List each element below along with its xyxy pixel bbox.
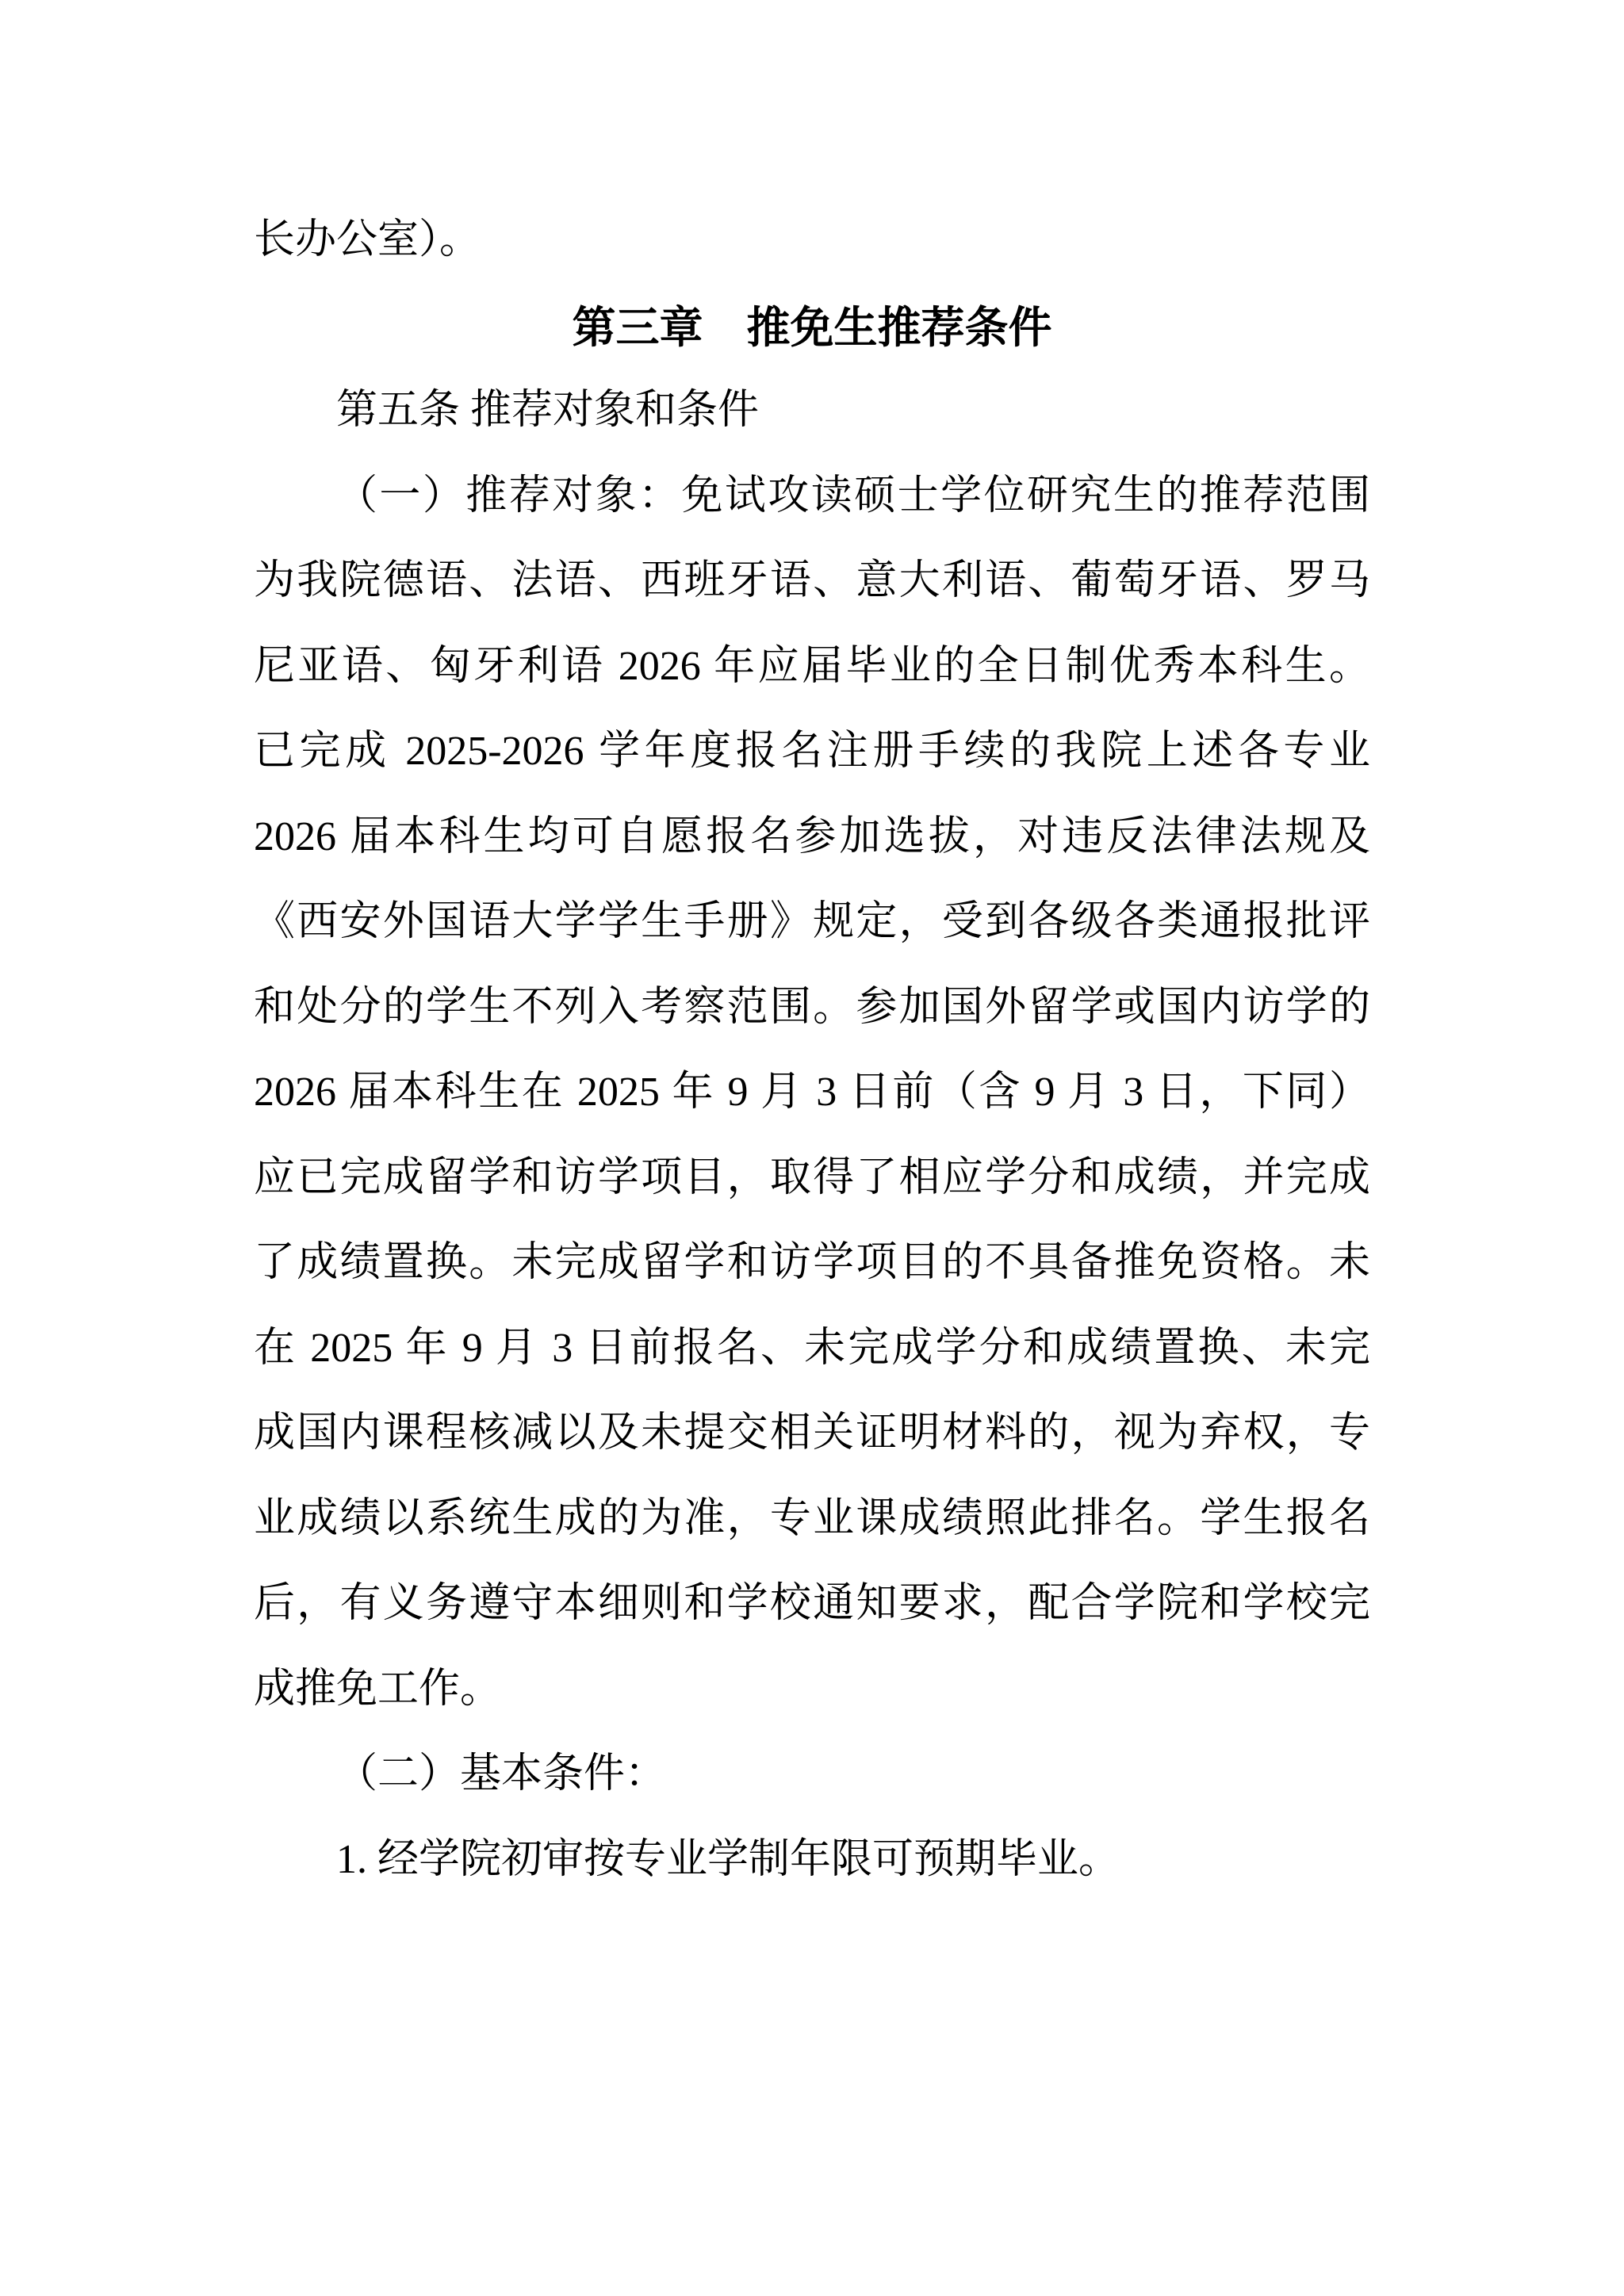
article-heading: 第五条 推荐对象和条件: [336, 388, 760, 433]
chapter-heading: 第三章 推免生推荐条件: [572, 302, 1052, 352]
paragraph-line: 后，有义务遵守本细则和学校通知要求，配合学院和学校完: [254, 1581, 1370, 1626]
paragraph-line: 成推免工作。: [254, 1666, 502, 1712]
document-body: [254, 214, 1370, 1919]
paragraph-line: 业成绩以系统生成的为准，专业课成绩照此排名。学生报名: [254, 1495, 1370, 1541]
list-item: 1. 经学院初审按专业学制年限可预期毕业。: [336, 1836, 1120, 1882]
paragraph-line: 2026 届本科生在 2025 年 9 月 3 日前（含 9 月 3 日，下同）: [254, 1070, 1370, 1115]
paragraph-line: 已完成 2025-2026 学年度报名注册手续的我院上述各专业: [254, 729, 1370, 774]
paragraph-line: （一）推荐对象：免试攻读硕士学位研究生的推荐范围: [336, 473, 1370, 519]
paragraph-line: 了成绩置换。未完成留学和访学项目的不具备推免资格。未: [254, 1240, 1370, 1285]
paragraph-line: 成国内课程核减以及未提交相关证明材料的，视为弃权，专: [254, 1410, 1370, 1456]
paragraph-line: 长办公室）。: [254, 217, 481, 262]
section-heading: （二）基本条件：: [336, 1751, 667, 1797]
paragraph-line: 应已完成留学和访学项目，取得了相应学分和成绩，并完成: [254, 1154, 1370, 1200]
paragraph-line: 和处分的学生不列入考察范围。参加国外留学或国内访学的: [254, 984, 1370, 1030]
paragraph-line: 《西安外国语大学学生手册》规定，受到各级各类通报批评: [254, 899, 1370, 944]
paragraph-line: 2026 届本科生均可自愿报名参加选拔，对违反法律法规及: [254, 813, 1370, 859]
paragraph-line: 尼亚语、匈牙利语 2026 年应届毕业的全日制优秀本科生。: [254, 643, 1370, 689]
paragraph-line: 在 2025 年 9 月 3 日前报名、未完成学分和成绩置换、未完: [254, 1325, 1370, 1371]
paragraph-line: 为我院德语、法语、西班牙语、意大利语、葡萄牙语、罗马: [254, 558, 1370, 603]
